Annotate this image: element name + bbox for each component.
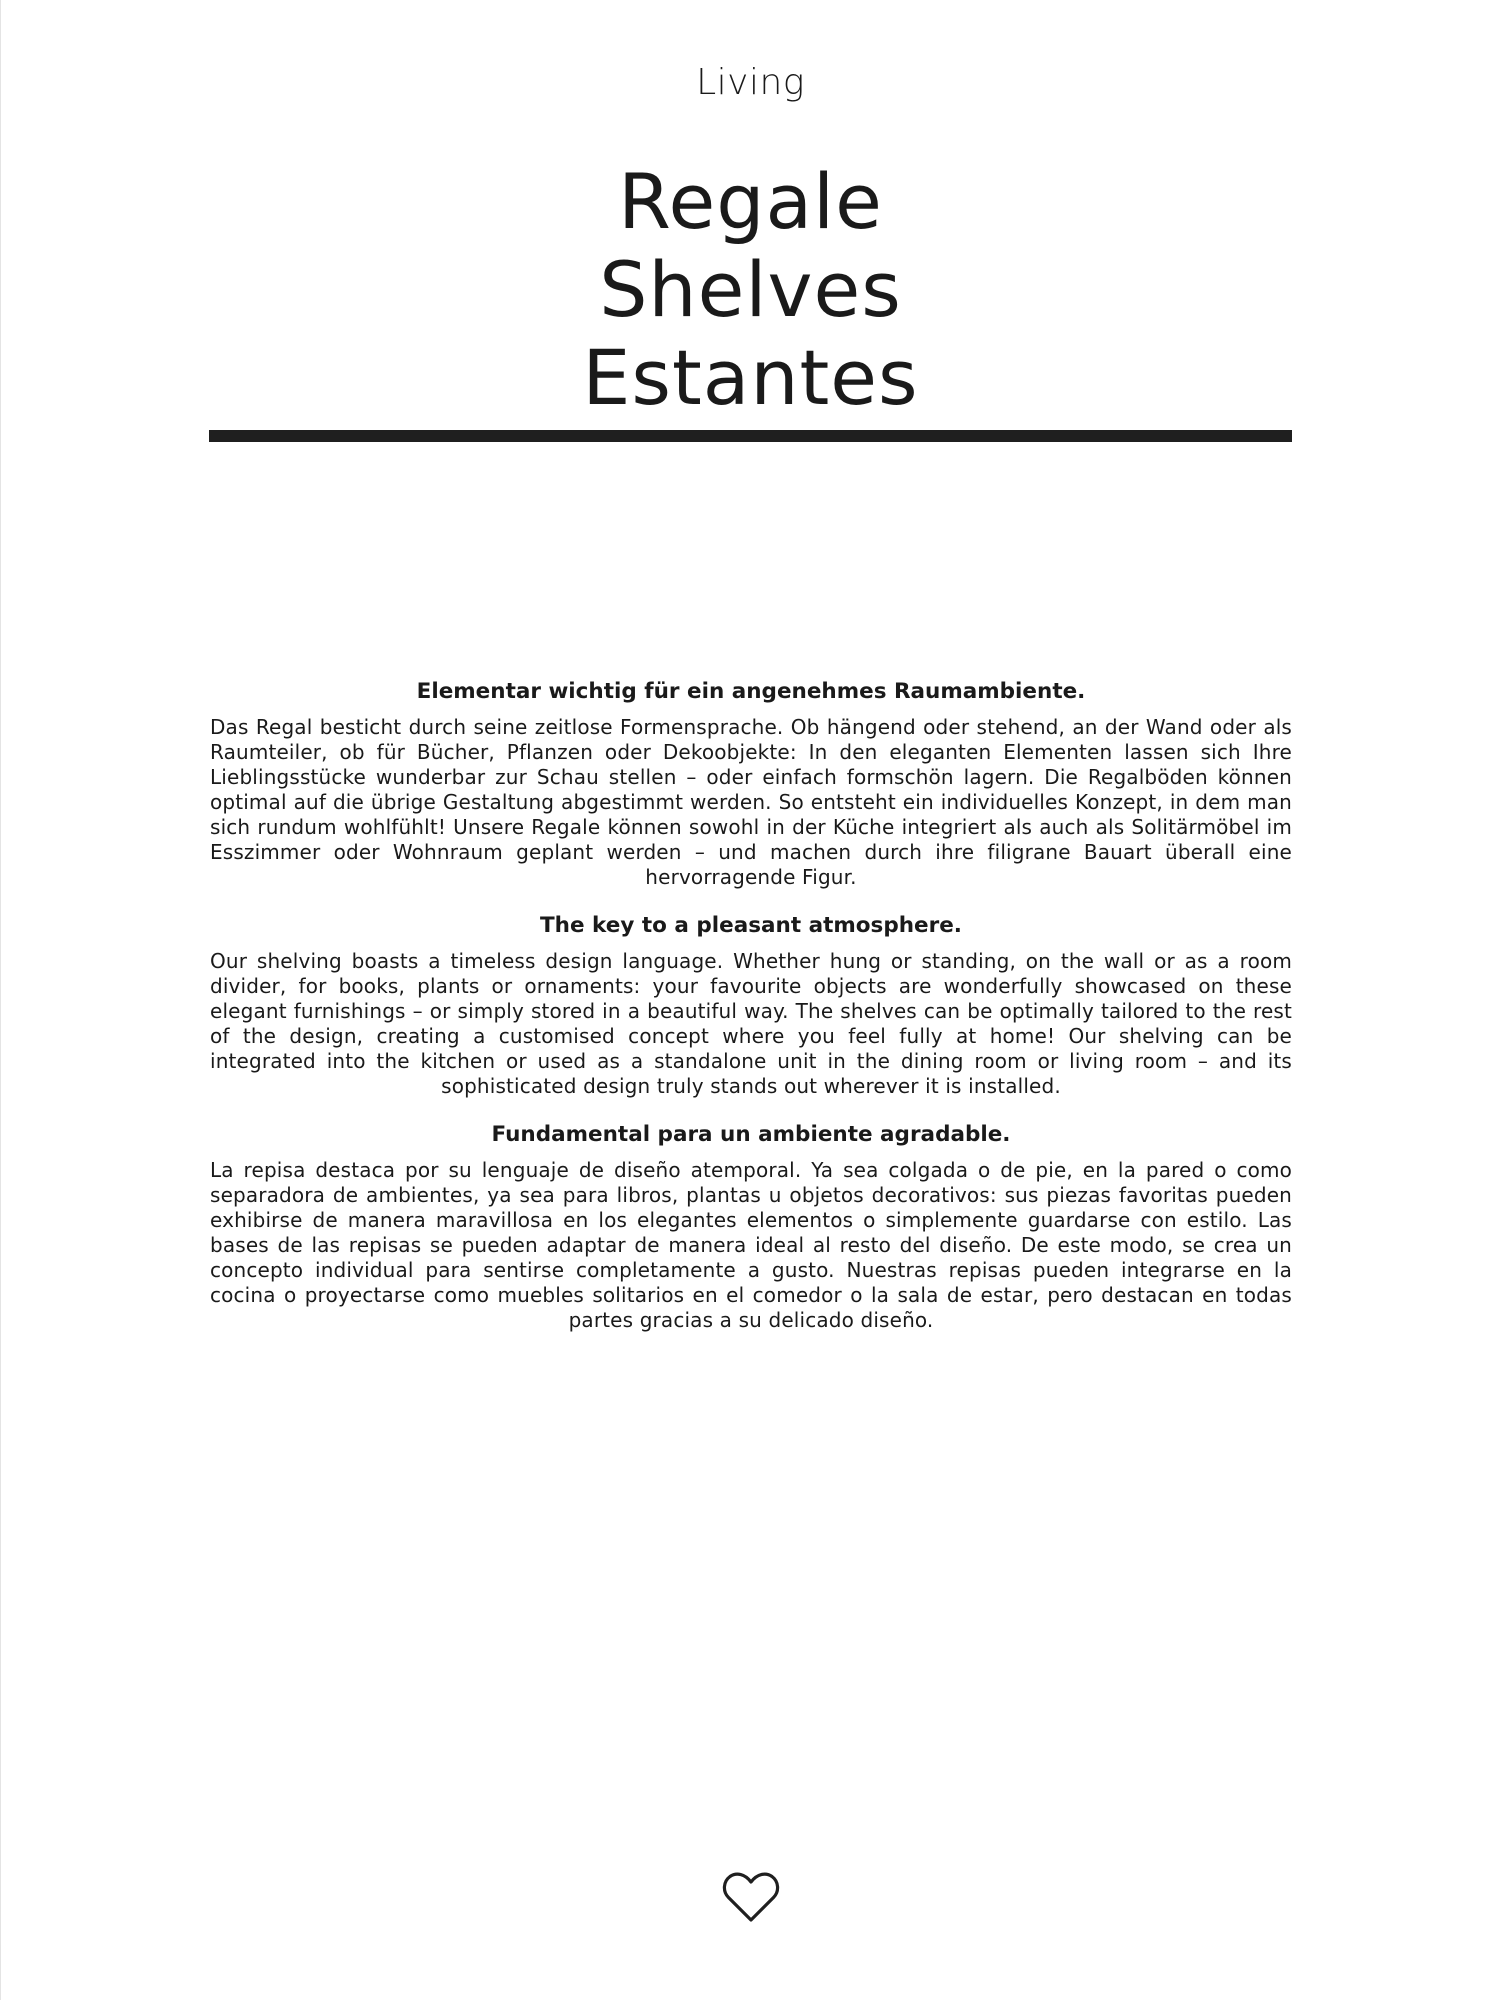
title-line-german: Regale: [618, 157, 883, 246]
block-heading: Elementar wichtig für ein angenehmes Raumambiente.: [416, 679, 1086, 704]
page-title: [0, 158, 1501, 422]
title-line-spanish: Estantes: [582, 333, 919, 422]
title-divider: [209, 430, 1292, 442]
block-body: Das Regal besticht durch seine zeitlose Formensprache. Ob hängend oder stehend, an der Wand oder als Raumteiler, ob für Bücher, Pflanzen oder Dekoobjekte: In den eleganten Elementen lassen sich Ihre Lieblingsstücke wunderbar zur Schau stellen – oder einfach formschön lagern. Die Regalböden können optimal auf die übrige Gestaltung abgestimmt werden. So entsteht ein individuelles Konzept, in dem man sich rundum wohlfühlt! Unsere Regale können sowohl in der Küche integriert als auch als Solitärmöbel im Esszimmer oder Wohnraum geplant werden – und machen durch ihre filigrane Bauart überall eine hervorragende Figur.: [210, 715, 1292, 889]
text-content: [210, 678, 1292, 1355]
block-heading: Fundamental para un ambiente agradable.: [491, 1122, 1011, 1147]
text-block-spanish: [210, 1121, 1292, 1333]
text-block-english: [210, 912, 1292, 1099]
block-heading: The key to a pleasant atmosphere.: [540, 913, 962, 938]
text-block-german: [210, 678, 1292, 890]
title-line-english: Shelves: [599, 245, 902, 334]
heart-icon: [722, 1871, 780, 1923]
block-body: Our shelving boasts a timeless design language. Whether hung or standing, on the wall or as a room divider, for books, plants or ornaments: your favourite objects are wonderfully showcased on these elegant furnishings – or simply stored in a beautiful way. The shelves can be optimally tailored to the rest of the design, creating a customised concept where you feel fully at home! Our shelving can be integrated into the kitchen or used as a standalone unit in the dining room or living room – and its sophisticated design truly stands out wherever it is installed.: [210, 949, 1292, 1098]
block-body: La repisa destaca por su lenguaje de diseño atemporal. Ya sea colgada o de pie, en la pared o como separadora de ambientes, ya sea para libros, plantas u objetos decorativos: sus piezas favoritas pueden exhibirse de manera maravillosa en los elegantes elementos o simplemente guardarse con estilo. Las bases de las repisas se pueden adaptar de manera ideal al resto del diseño. De este modo, se crea un concepto individual para sentirse completamente a gusto. Nuestras repisas pueden integrarse en la cocina o proyectarse como muebles solitarios en el comedor o la sala de estar, pero destacan en todas partes gracias a su delicado diseño.: [210, 1158, 1292, 1332]
section-label: Living: [696, 62, 805, 103]
